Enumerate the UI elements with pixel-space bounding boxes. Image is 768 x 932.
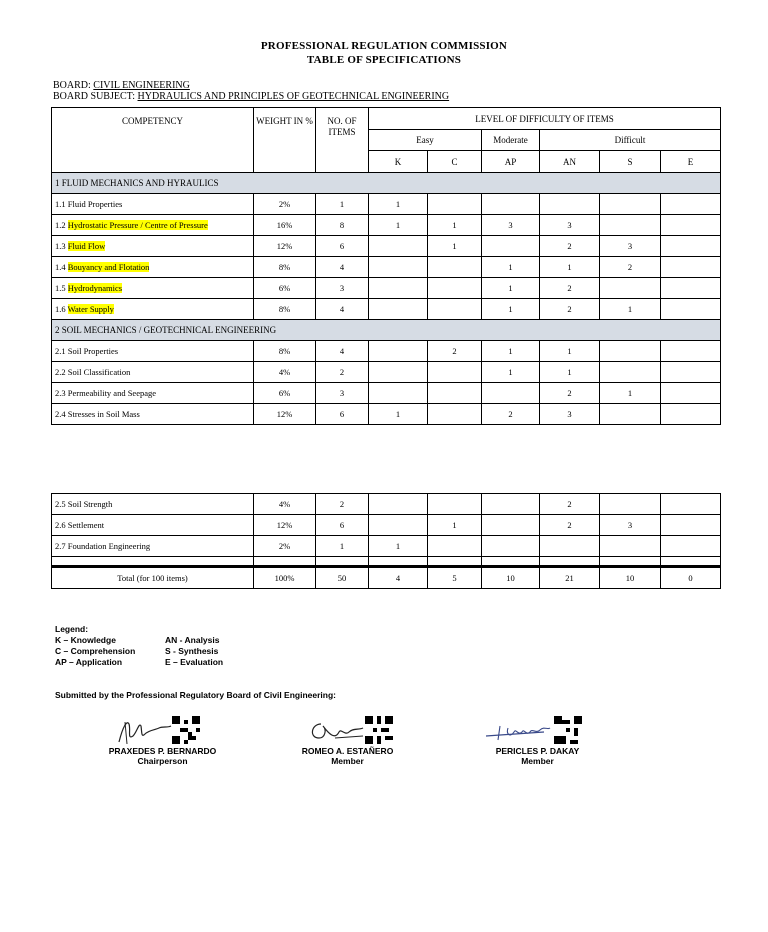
n-cell: 3: [316, 383, 369, 404]
competency-number: 1.6: [55, 304, 66, 314]
s-cell: [600, 215, 661, 236]
qr-code-icon: [554, 716, 582, 744]
submitted-by-text: Submitted by the Professional Regulatory Board of Civil Engineering:: [55, 690, 337, 700]
s-cell: [600, 404, 661, 425]
w-cell: 12%: [254, 404, 316, 425]
table-row: [52, 215, 721, 236]
ap-cell: 1: [482, 341, 540, 362]
w-cell: 4%: [254, 494, 316, 515]
e-cell: [661, 299, 721, 320]
ap-cell: [482, 536, 540, 557]
competency-name: Stresses in Soil Mass: [67, 409, 140, 419]
n-cell: 4: [316, 257, 369, 278]
total-label: Total (for 100 items): [52, 567, 254, 589]
s-cell: [600, 494, 661, 515]
c-cell: [428, 383, 482, 404]
signatory-role: Chairperson: [137, 756, 188, 766]
competency-number: 2.6: [55, 520, 66, 530]
an-cell: 2: [540, 515, 600, 536]
c-cell: 2: [428, 341, 482, 362]
k-cell: [369, 299, 428, 320]
total-an: 21: [540, 567, 600, 589]
items-header-text: NO. OF ITEMS: [327, 116, 357, 137]
s-cell: 3: [600, 236, 661, 257]
c-cell: [428, 536, 482, 557]
n-cell: 6: [316, 515, 369, 536]
competency-number: 1.3: [55, 241, 66, 251]
n-cell: 2: [316, 494, 369, 515]
competency-name: Fluid Flow: [67, 241, 106, 251]
legend-item: E – Evaluation: [165, 657, 224, 667]
e-cell: [661, 494, 721, 515]
competency-cell: [52, 494, 254, 515]
legend-left: [55, 635, 135, 668]
w-cell: 6%: [254, 278, 316, 299]
ap-cell: [482, 515, 540, 536]
w-cell: 12%: [254, 515, 316, 536]
e-cell: [661, 515, 721, 536]
competency-name: Permeability and Seepage: [67, 388, 157, 398]
competency-cell: [52, 515, 254, 536]
competency-cell: [52, 236, 254, 257]
signature-estanero: [305, 716, 367, 746]
total-items: 50: [316, 567, 369, 589]
c-cell: [428, 494, 482, 515]
subject-line: [53, 91, 449, 102]
w-cell: 2%: [254, 536, 316, 557]
table-row: [52, 257, 721, 278]
qr-code-icon: [365, 716, 393, 744]
e-cell: [661, 194, 721, 215]
k-cell: 1: [369, 215, 428, 236]
k-cell: [369, 515, 428, 536]
w-cell: 8%: [254, 299, 316, 320]
k-cell: [369, 257, 428, 278]
an-cell: 2: [540, 383, 600, 404]
c-cell: [428, 278, 482, 299]
competency-name: Fluid Properties: [67, 199, 123, 209]
table-row: [52, 404, 721, 425]
section-soil-mechanics: 2 SOIL MECHANICS / GEOTECHNICAL ENGINEERING: [52, 320, 721, 341]
ap-cell: 1: [482, 278, 540, 299]
n-cell: 8: [316, 215, 369, 236]
easy-header: Easy: [369, 130, 482, 151]
competency-cell: [52, 404, 254, 425]
e-cell: [661, 278, 721, 299]
k-cell: [369, 383, 428, 404]
w-cell: 6%: [254, 383, 316, 404]
w-cell: 16%: [254, 215, 316, 236]
c-cell: [428, 362, 482, 383]
total-ap: 10: [482, 567, 540, 589]
s-cell: 1: [600, 383, 661, 404]
ap-cell: [482, 383, 540, 404]
ap-cell: [482, 236, 540, 257]
e-cell: [661, 362, 721, 383]
s-cell: 3: [600, 515, 661, 536]
signatory-role: Member: [521, 756, 554, 766]
section-fluid-mechanics: 1 FLUID MECHANICS AND HYRAULICS: [52, 173, 721, 194]
ap-cell: [482, 494, 540, 515]
table-row: [52, 515, 721, 536]
competency-cell: [52, 299, 254, 320]
ap-cell: 2: [482, 404, 540, 425]
table-row: [52, 278, 721, 299]
board-value: CIVIL ENGINEERING: [93, 80, 190, 91]
ap-cell: 1: [482, 299, 540, 320]
n-cell: 4: [316, 299, 369, 320]
c-cell: [428, 299, 482, 320]
c-cell: 1: [428, 215, 482, 236]
n-cell: 6: [316, 404, 369, 425]
w-cell: 8%: [254, 341, 316, 362]
c-header: C: [428, 151, 482, 173]
competency-number: 2.3: [55, 388, 66, 398]
specifications-table-continued: [51, 493, 721, 589]
legend-item: K – Knowledge: [55, 635, 116, 645]
table-row: [52, 299, 721, 320]
doc-title: TABLE OF SPECIFICATIONS: [306, 54, 462, 66]
an-cell: 2: [540, 299, 600, 320]
k-cell: [369, 236, 428, 257]
n-cell: 1: [316, 194, 369, 215]
competency-name: Foundation Engineering: [67, 541, 151, 551]
competency-name: Hydrodynamics: [67, 283, 123, 293]
total-e: 0: [661, 567, 721, 589]
signatory-bernardo: [95, 746, 230, 766]
competency-number: 1.5: [55, 283, 66, 293]
signatory-role: Member: [331, 756, 364, 766]
table-row: [52, 236, 721, 257]
signature-bernardo: [115, 716, 173, 746]
signatory-estanero: [285, 746, 410, 766]
k-cell: [369, 278, 428, 299]
s-cell: 1: [600, 299, 661, 320]
table-row: [52, 362, 721, 383]
board-line: [53, 80, 190, 91]
legend-item: AN - Analysis: [165, 635, 220, 645]
an-cell: 2: [540, 494, 600, 515]
total-row: [52, 567, 721, 589]
competency-cell: [52, 215, 254, 236]
competency-name: Soil Strength: [67, 499, 113, 509]
n-cell: 2: [316, 362, 369, 383]
c-cell: [428, 257, 482, 278]
competency-cell: [52, 362, 254, 383]
w-cell: 8%: [254, 257, 316, 278]
k-cell: [369, 362, 428, 383]
e-cell: [661, 341, 721, 362]
total-k: 4: [369, 567, 428, 589]
an-cell: 3: [540, 215, 600, 236]
weight-header-text: WEIGHT IN %: [256, 116, 313, 126]
org-title: PROFESSIONAL REGULATION COMMISSION: [260, 40, 508, 52]
competency-number: 2.2: [55, 367, 66, 377]
s-cell: [600, 278, 661, 299]
ap-cell: 1: [482, 362, 540, 383]
s-cell: 2: [600, 257, 661, 278]
e-cell: [661, 404, 721, 425]
an-cell: 2: [540, 278, 600, 299]
n-cell: 6: [316, 236, 369, 257]
e-header: E: [661, 151, 721, 173]
n-cell: 1: [316, 536, 369, 557]
legend-item: S - Synthesis: [165, 646, 219, 656]
competency-name: Settlement: [67, 520, 105, 530]
k-cell: [369, 341, 428, 362]
an-cell: [540, 194, 600, 215]
s-cell: [600, 194, 661, 215]
subject-label: BOARD SUBJECT:: [53, 91, 136, 102]
w-cell: 4%: [254, 362, 316, 383]
table-row: [52, 341, 721, 362]
an-cell: 3: [540, 404, 600, 425]
w-cell: 2%: [254, 194, 316, 215]
legend-title: Legend:: [55, 624, 89, 634]
an-cell: 1: [540, 257, 600, 278]
an-cell: 2: [540, 236, 600, 257]
e-cell: [661, 536, 721, 557]
e-cell: [661, 257, 721, 278]
ap-cell: 3: [482, 215, 540, 236]
total-weight: 100%: [254, 567, 316, 589]
competency-name: Soil Classification: [67, 367, 131, 377]
competency-name: Hydrostatic Pressure / Centre of Pressure: [67, 220, 208, 230]
k-cell: [369, 494, 428, 515]
competency-number: 1.1: [55, 199, 66, 209]
competency-number: 2.7: [55, 541, 66, 551]
subject-value: HYDRAULICS AND PRINCIPLES OF GEOTECHNICAL ENGINEERING: [137, 91, 450, 102]
table-row: [52, 194, 721, 215]
competency-cell: [52, 383, 254, 404]
legend-item: C – Comprehension: [55, 646, 136, 656]
competency-number: 2.1: [55, 346, 66, 356]
table-row: [52, 494, 721, 515]
competency-cell: [52, 341, 254, 362]
ap-cell: 1: [482, 257, 540, 278]
ap-cell: [482, 194, 540, 215]
c-cell: 1: [428, 515, 482, 536]
competency-cell: [52, 278, 254, 299]
specifications-table: [51, 107, 721, 425]
difficult-header: Difficult: [540, 130, 721, 151]
level-header: LEVEL OF DIFFICULTY OF ITEMS: [369, 108, 721, 130]
n-cell: 3: [316, 278, 369, 299]
e-cell: [661, 215, 721, 236]
items-header: [316, 108, 369, 173]
table-row: [52, 383, 721, 404]
e-cell: [661, 383, 721, 404]
competency-header: COMPETENCY: [52, 108, 254, 173]
e-cell: [661, 236, 721, 257]
n-cell: 4: [316, 341, 369, 362]
competency-number: 1.2: [55, 220, 66, 230]
c-cell: [428, 404, 482, 425]
board-label: BOARD:: [53, 80, 91, 91]
competency-name: Soil Properties: [67, 346, 119, 356]
w-cell: 12%: [254, 236, 316, 257]
an-cell: [540, 536, 600, 557]
competency-number: 1.4: [55, 262, 66, 272]
competency-name: Bouyancy and Flotation: [67, 262, 150, 272]
signatory-name: PRAXEDES P. BERNARDO: [108, 746, 217, 756]
k-cell: 1: [369, 536, 428, 557]
s-cell: [600, 341, 661, 362]
c-cell: [428, 194, 482, 215]
c-cell: 1: [428, 236, 482, 257]
table-row: [52, 536, 721, 557]
competency-cell: [52, 536, 254, 557]
signatory-name: ROMEO A. ESTAÑERO: [301, 746, 394, 756]
competency-cell: [52, 194, 254, 215]
legend-right: [165, 635, 223, 668]
legend-item: AP – Application: [55, 657, 123, 667]
s-header: S: [600, 151, 661, 173]
total-c: 5: [428, 567, 482, 589]
competency-cell: [52, 257, 254, 278]
signatory-name: PERICLES P. DAKAY: [495, 746, 580, 756]
qr-code-icon: [172, 716, 200, 744]
competency-number: 2.4: [55, 409, 66, 419]
signatory-dakay: [470, 746, 605, 766]
an-cell: 1: [540, 362, 600, 383]
signature-dakay: [484, 720, 554, 744]
weight-header: [254, 108, 316, 173]
an-cell: 1: [540, 341, 600, 362]
k-cell: 1: [369, 194, 428, 215]
ap-header: AP: [482, 151, 540, 173]
moderate-header: Moderate: [482, 130, 540, 151]
k-header: K: [369, 151, 428, 173]
k-cell: 1: [369, 404, 428, 425]
s-cell: [600, 362, 661, 383]
total-s: 10: [600, 567, 661, 589]
an-header: AN: [540, 151, 600, 173]
s-cell: [600, 536, 661, 557]
competency-name: Water Supply: [67, 304, 114, 314]
competency-number: 2.5: [55, 499, 66, 509]
